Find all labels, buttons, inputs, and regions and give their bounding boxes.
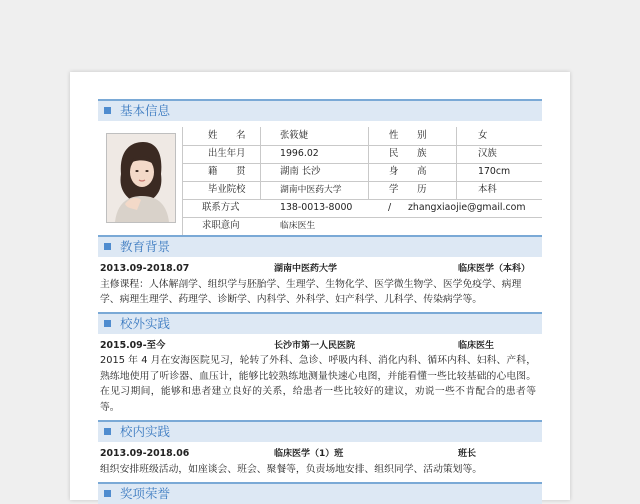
education-major: 临床医学（本科）	[458, 264, 531, 274]
birth-label: 出生年月	[208, 148, 246, 159]
contact-label: 联系方式	[202, 202, 240, 213]
section-header-external-practice	[98, 312, 542, 334]
external-description: 2015 年 4 月在安海医院见习，轮转了外科、急诊、呼吸内科、消化内科、循环内科、妇科、产科，熟练地使用了听诊器、血压计，能够比较熟练地测量快速心电图，并能看懂一些比较基础的心电图。在见习期间，能够和患者建立良好的关系，给患者一些比较好的建议，劝说一些不肯配合的患者等等。	[100, 355, 536, 413]
education-courses-line1: 主修课程：人体解剖学、组织学与胚胎学、生理学、生物化学、医学微生物学、医学免疫学、病理	[100, 279, 522, 290]
section-header-awards	[98, 482, 542, 504]
job-label: 求职意向	[202, 220, 240, 231]
name-label: 姓 名	[208, 130, 246, 141]
portrait-image	[107, 134, 175, 222]
section-title: 奖项荣誉	[120, 486, 171, 501]
external-role: 临床医生	[458, 341, 495, 351]
external-period: 2015.09-至今	[100, 340, 166, 351]
contact-email: zhangxiaojie@gmail.com	[408, 202, 526, 213]
job-value: 临床医生	[280, 221, 316, 231]
section-header-internal-practice	[98, 420, 542, 442]
section-title: 校外实践	[120, 316, 171, 331]
contact-phone: 138-0013-8000	[280, 202, 353, 213]
gender-value: 女	[478, 130, 488, 141]
native-value: 湖南 长沙	[280, 166, 321, 177]
section-header-basic-info	[98, 99, 542, 121]
internal-org: 临床医学（1）班	[274, 449, 344, 459]
education-period: 2013.09-2018.07	[100, 263, 190, 274]
internal-period: 2013.09-2018.06	[100, 448, 190, 459]
section-bullet-icon	[104, 107, 111, 114]
section-bullet-icon	[104, 320, 111, 327]
section-bullet-icon	[104, 490, 111, 497]
height-value: 170cm	[478, 166, 511, 177]
birth-value: 1996.02	[280, 148, 319, 159]
education-courses-line2: 学、病理生理学、药理学、诊断学、内科学、外科学、妇产科学、儿科学、传染病学等。	[100, 294, 483, 305]
native-label: 籍 贯	[208, 166, 246, 177]
degree-value: 本科	[478, 184, 497, 195]
internal-role: 班长	[458, 449, 477, 459]
name-value: 张筱婕	[280, 130, 309, 141]
degree-label: 学 历	[389, 184, 427, 195]
section-title: 基本信息	[120, 103, 171, 118]
section-bullet-icon	[104, 428, 111, 435]
section-title: 教育背景	[120, 239, 171, 254]
section-title: 校内实践	[120, 424, 171, 439]
ethnic-label: 民 族	[389, 148, 427, 159]
section-bullet-icon	[104, 243, 111, 250]
ethnic-value: 汉族	[478, 148, 497, 159]
height-label: 身 高	[389, 166, 427, 177]
basic-info-table	[98, 127, 542, 235]
gender-label: 性 别	[389, 130, 427, 141]
school-label: 毕业院校	[208, 184, 246, 195]
school-value: 湖南中医药大学	[280, 185, 342, 195]
contact-separator: /	[388, 202, 392, 213]
section-header-education	[98, 235, 542, 257]
resume-page	[70, 72, 570, 500]
external-org: 长沙市第一人民医院	[274, 341, 356, 351]
profile-photo	[106, 133, 176, 223]
internal-description: 组织安排班级活动，如座谈会、班会、聚餐等，负责场地安排、组织同学、活动策划等。	[100, 464, 483, 475]
education-school: 湖南中医药大学	[274, 264, 338, 274]
